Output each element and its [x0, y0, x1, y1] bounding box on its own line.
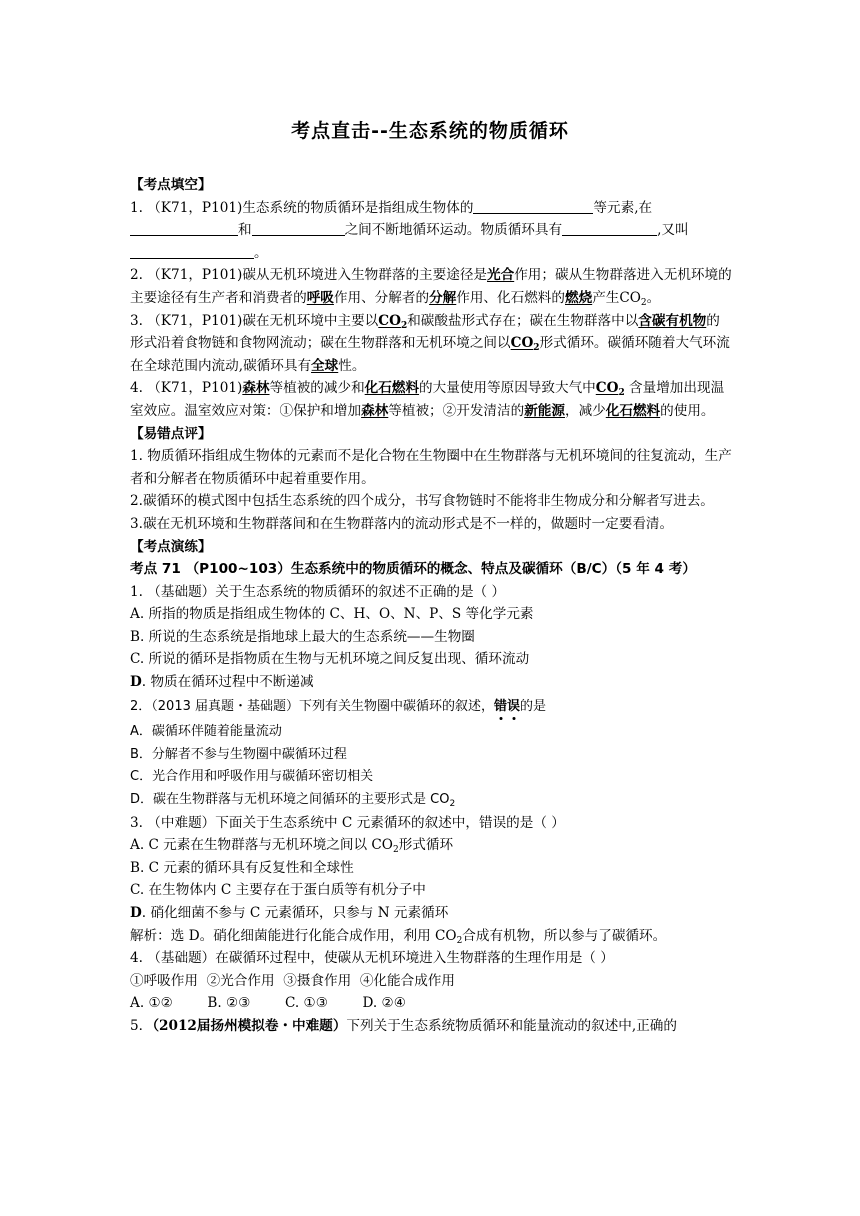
- q2-text-d: 作用、化石燃料的: [456, 289, 565, 306]
- q1-blank-2[interactable]: [130, 221, 238, 236]
- q2-answer-4: 燃烧: [565, 289, 593, 306]
- exercise-3-option-a: [130, 834, 732, 857]
- q2-answer-2: 呼吸: [306, 289, 334, 306]
- q2-text-a: 2. （K71，P101)碳从无机环境进入生物群落的主要途径是: [130, 267, 488, 284]
- q1-blank-4[interactable]: [562, 221, 657, 236]
- section-common-errors-heading: 【易错点评】: [130, 425, 212, 442]
- document-body: [130, 174, 732, 1038]
- q4-answer-3-sub: 2: [618, 388, 625, 399]
- exercise-5-stem: [130, 1015, 732, 1038]
- q2-text-c: 作用、分解者的: [333, 289, 430, 306]
- q2-answer-1: 光合: [487, 267, 515, 284]
- exercise-2-option-a: A．碳循环伴随着能量流动: [130, 724, 282, 740]
- q3-text-c: 的形式沿着食物链和食物网流动；碳在生物群落和无机环境之间以: [130, 312, 720, 352]
- q3-answer-2: 含碳有机物: [638, 312, 707, 329]
- q1-text-f: 。: [254, 244, 268, 261]
- exercise-3-option-d: [130, 902, 732, 925]
- q3-answer-3: [510, 335, 540, 354]
- topic-heading: 考点 71 （P100~103）生态系统中的物质循环的概念、特点及碳循环（B/C）（5 年 4 考）: [130, 561, 696, 578]
- exercise-3-option-b: B. C 元素的循环具有反复性和全球性: [130, 859, 354, 876]
- exercise-3-option-a-sub: 2: [392, 845, 399, 856]
- exercise-1-option-b: B. 所说的生态系统是指地球上最大的生态系统——生物圈: [130, 628, 475, 645]
- q4-answer-3: [595, 380, 625, 399]
- q2-subscript: 2: [640, 297, 647, 308]
- q2-answer-3: 分解: [429, 289, 457, 306]
- q2-text-f: 。: [646, 289, 661, 306]
- error-note-2: 2.碳循环的模式图中包括生态系统的四个成分，书写食物链时不能将非生物成分和分解者写进去。: [130, 493, 714, 510]
- exercise-3-option-a-end: 形式循环: [398, 837, 454, 854]
- fill-question-1: [130, 197, 732, 265]
- exercise-1-option-d-letter: D: [130, 674, 142, 691]
- exercise-3-solution-sub: 2: [456, 935, 463, 946]
- exercise-3-solution-text: 解析：选 D。硝化细菌能进行化能合成作用，利用 CO: [130, 927, 457, 944]
- exercise-5-stem-text: 下列关于生态系统物质循环和能量流动的叙述中,正确的: [346, 1017, 677, 1034]
- q3-text-d: 形式循环。碳循环随着大气环流在全球范围内流动,碳循环具有: [130, 335, 730, 374]
- exercise-4-choices: A. ①② B. ②③ C. ①③ D. ②④: [130, 995, 406, 1012]
- q3-answer-3-sub: 2: [533, 343, 540, 354]
- exercise-4-stem: 4. （基础题）在碳循环过程中，使碳从无机环境进入生物群落的生理作用是（ ）: [130, 950, 614, 967]
- q4-answer-4: 森林: [361, 402, 389, 419]
- exercise-2-stem: [130, 696, 732, 719]
- q4-text-c: 的大量使用等原因导致大气中: [419, 380, 596, 397]
- q4-text-f: ，减少: [565, 402, 606, 419]
- q1-text-c: 和: [238, 222, 252, 239]
- q2-text-b: 作用；碳从生物群落进入无机环境的主要途径有生产者和消费者的: [130, 267, 732, 306]
- q3-answer-4: 全球: [311, 357, 339, 374]
- page-title: 考点直击--生态系统的物质循环: [291, 120, 569, 142]
- exercise-2-stem-end: 的是: [520, 698, 547, 714]
- q2-text-e: 产生CO: [592, 289, 641, 306]
- emphasis-char-1: [494, 699, 507, 714]
- exercise-3-solution-end: 合成有机物，所以参与了碳循环。: [462, 927, 667, 944]
- exercise-2-option-d-text: D．碳在生物群落与无机环境之间循环的主要形式是 CO: [130, 792, 450, 808]
- exercise-4-items: ①呼吸作用 ②光合作用 ③摄食作用 ④化能合成作用: [130, 972, 455, 989]
- q3-text-b: 和碳酸盐形式存在；碳在生物群落中以: [407, 312, 639, 329]
- q3-answer-1: [378, 313, 407, 329]
- q4-text-d: 含量增加出现温室效应。温室效应对策：①保护和增加: [130, 380, 725, 419]
- section-practice-heading: 【考点演练】: [130, 538, 212, 555]
- emphasis-char-2-text: 误: [507, 698, 521, 714]
- exercise-2-option-c: C．光合作用和呼吸作用与碳循环密切相关: [130, 769, 374, 785]
- emphasis-char-2: [507, 699, 520, 714]
- exercise-1-stem: 1. （基础题）关于生态系统的物质循环的叙述不正确的是（ ）: [130, 583, 506, 600]
- q3-answer-1-sub: 2: [400, 320, 408, 331]
- fill-question-4: [130, 377, 732, 422]
- exercise-5-number: 5．: [130, 1017, 153, 1034]
- q3-answer-1-text: CO: [378, 312, 401, 329]
- exercise-3-option-d-letter: D: [130, 905, 142, 921]
- q1-blank-3[interactable]: [252, 221, 345, 236]
- q1-text-e: ,又叫: [657, 222, 689, 239]
- exercise-3-solution: [130, 925, 732, 948]
- q3-text-e: 性。: [338, 357, 366, 374]
- fill-question-3: [130, 310, 732, 378]
- q4-answer-5: 新能源: [524, 402, 565, 419]
- exercise-2-option-d-sub: 2: [449, 799, 456, 810]
- q1-blank-5[interactable]: [130, 244, 254, 259]
- q4-answer-3-text: CO: [595, 380, 619, 397]
- exercise-5-source: （2012届扬州模拟卷・中难题）: [152, 1017, 347, 1034]
- q4-answer-1: 森林: [242, 380, 270, 397]
- emphasis-char-1-text: 错: [494, 698, 508, 714]
- exercise-3-option-c: C. 在生物体内 C 主要存在于蛋白质等有机分子中: [130, 882, 426, 899]
- q1-text-b: 等元素,在: [593, 199, 653, 216]
- error-note-1: 1. 物质循环指组成生物体的元素而不是化合物在生物圈中在生物群落与无机环境间的往复流动，生产者和分解者在物质循环中起着重要作用。: [130, 448, 732, 487]
- section-fill-in-heading: 【考点填空】: [130, 177, 212, 193]
- q4-text-a: 4. （K71，P101): [130, 380, 243, 397]
- exercise-1-option-a: A. 所指的物质是指组成生物体的 C、H、O、N、P、S 等化学元素: [130, 606, 534, 623]
- exercise-1-option-c: C. 所说的循环是指物质在生物与无机环境之间反复出现、循环流动: [130, 651, 530, 668]
- q4-answer-2: 化石燃料: [364, 380, 420, 397]
- q1-text-d: 之间不断地循环运动。物质循环具有: [344, 222, 563, 239]
- fill-question-2: [130, 264, 732, 309]
- q4-text-g: 的使用。: [660, 402, 715, 419]
- q3-text-a: 3. （K71，P101)碳在无机环境中主要以: [130, 312, 379, 329]
- q1-text-a: 1. （K71，P101)生态系统的物质循环是指组成生物体的: [130, 199, 474, 216]
- exercise-2-option-d: [130, 789, 732, 812]
- q4-answer-6: 化石燃料: [605, 402, 661, 419]
- error-note-3: 3.碳在无机环境和生物群落间和在生物群落内的流动形式是不一样的，做题时一定要看清。: [130, 515, 674, 532]
- q4-text-e: 等植被；②开发清洁的: [388, 402, 525, 419]
- q4-text-b: 等植被的减少和: [269, 380, 365, 397]
- exercise-1-option-d-text: . 物质在循环过程中不断递减: [141, 674, 314, 691]
- exercise-1-option-d: [130, 671, 732, 694]
- exercise-3-option-d-text: . 硝化细菌不参与 C 元素循环，只参与 N 元素循环: [141, 905, 449, 921]
- q3-answer-3-text: CO: [510, 335, 534, 352]
- exercise-2-stem-text: 2．（2013 届真题・基础题）下列有关生物圈中碳循环的叙述，: [130, 698, 494, 714]
- exercise-3-stem: 3. （中难题）下面关于生态系统中 C 元素循环的叙述中，错误的是（ ）: [130, 814, 565, 831]
- q1-blank-1[interactable]: [473, 199, 593, 214]
- exercise-3-option-a-text: A. C 元素在生物群落与无机环境之间以 CO: [130, 837, 393, 854]
- exercise-2-option-b: B．分解者不参与生物圈中碳循环过程: [130, 746, 347, 762]
- emphasis-dot: [499, 717, 502, 720]
- emphasis-dot: [512, 717, 515, 720]
